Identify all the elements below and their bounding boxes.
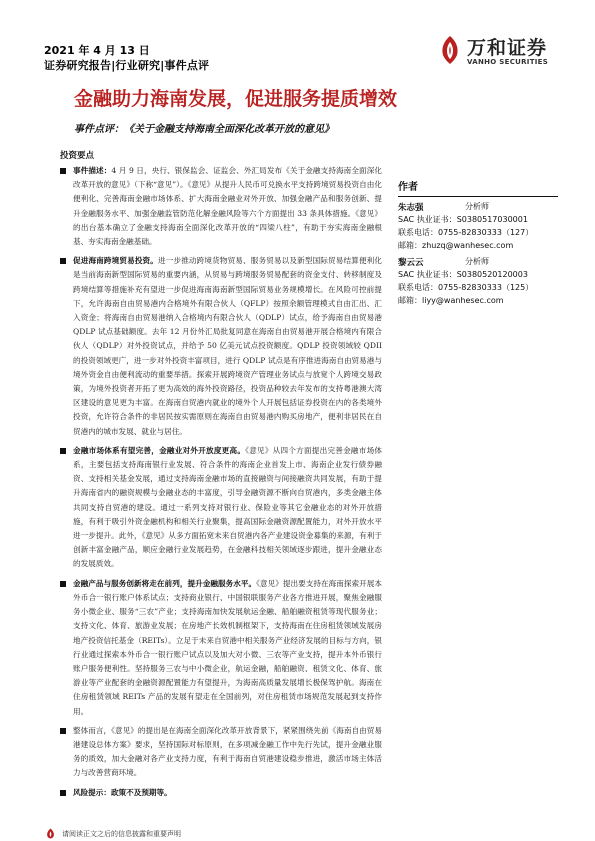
paragraph-product-innovation: [60, 577, 382, 719]
author-role: 分析师: [465, 202, 489, 211]
authors-sidebar: [398, 178, 558, 310]
paragraph-event: [60, 164, 382, 249]
author-name: 朱志强: [398, 202, 424, 213]
author-name: 黎云云: [398, 257, 424, 268]
logo-name-en: VANHO SECURITIES: [467, 58, 549, 66]
paragraph-lead: 风险提示：: [73, 787, 111, 797]
paragraph-text: 《意见》提出要支持在海南探索开展本外币合一银行账户体系试点；支持商业银行、中国银联服务产业各方推进开展，聚焦金融服务小微企业、服务“三农”产业；支持海南加快发展航运金融、船舶融资租赁等现代服务业；支持文化、体育、旅游业发展；在房地产长效机制框架下，支持海南在住房租赁领域发展房地产投资信托基金（REITs）。立足于未来自贸港中相关服务产业经济发展的目标与方向，银行业通过探索本外币合一银行账户试点以及加大对小微、三农等产业支持，提升本外币银行账户服务便利性。坚持服务三农与中小微企业，航运金融，船舶融资、租赁文化、体育、旅游业等产业配套的金融资源配置能力有望提升，为海南高质量发展增长极保驾护航。海南在住房租赁领域 REITs 产品的发展有望走在全国前列，对住房租赁市场规范发展起到支持作用。: [73, 578, 382, 716]
page-subtitle: 事件点评：《关于金融支持海南全面深化改革开放的意见》: [74, 124, 334, 135]
paragraph-lead: 金融市场体系有望完善，金融业对外开放度更高。: [73, 445, 246, 455]
paragraph-text: 4 月 9 日，央行、银保监会、证监会、外汇局发布《关于金融支持海南全面深化改革开放的意见》（下称“意见”）。《意见》从提升人民币可兑换水平支持跨境贸易投资自由化便利化、完善海南金融市场体系、扩大海南金融业对外开放、加强金融产品和服务创新、提升金融服务水平、加强金融监管防范化解金融风险等六个方面提出 33 条具体措施。《意见》的出台基本确立了金融支持海南全面深化改革开放的“四梁八柱”，有助于夯实海南金融根基、夯实海南金融基础。: [73, 166, 383, 247]
phone-number: 0755-82830333（127）: [438, 228, 534, 237]
phone-number: 0755-82830333（125）: [438, 283, 534, 292]
phone-label: 联系电话：: [398, 228, 438, 237]
phone-label: 联系电话：: [398, 283, 438, 292]
bullet-icon: [60, 168, 66, 174]
paragraph-risk: [60, 786, 382, 800]
bullet-icon: [60, 581, 66, 587]
paragraph-lead: 促进海南跨境贸易投资。: [73, 256, 159, 266]
logo-mark-icon: [437, 35, 463, 65]
sac-number: S0380517030001: [456, 215, 528, 224]
report-type-breadcrumb: 证券研究报告|行业研究|事件点评: [44, 59, 210, 72]
email-link[interactable]: zhuzq@wanhesec.com: [422, 241, 514, 250]
paragraph-trade-investment: [60, 254, 382, 439]
email-label: 邮箱：: [398, 241, 422, 250]
email-link[interactable]: liyy@wanhesec.com: [422, 296, 504, 305]
authors-heading: 作者: [398, 178, 558, 197]
author-card: [398, 255, 558, 307]
paragraph-financial-market: [60, 444, 382, 572]
sac-label: SAC 执业证书：: [398, 215, 457, 224]
bullet-icon: [60, 790, 66, 796]
paragraph-lead: 金融产品与服务创新将走在前列，提升金融服务水平。: [73, 578, 257, 588]
bullet-icon: [60, 258, 66, 264]
bullet-icon: [60, 448, 66, 454]
bullet-icon: [60, 728, 66, 734]
footer-disclaimer: 请阅读正文之后的信息披露和重要声明: [62, 830, 181, 838]
email-label: 邮箱：: [398, 296, 422, 305]
paragraph-text: 整体而言，《意见》的提出是在海南全面深化改革开放背景下，紧紧围绕先前《海南自由贸易港建设总体方案》要求，坚持国际对标原则，在多项减金融工作中先行先试，提升金融业服务的质效，加大金融对各产业支持力度，有利于海南自贸港建设稳步推进，激活市场主体活力与改善营商环境。: [73, 725, 382, 778]
company-logo: [437, 33, 557, 73]
paragraph-text: 进一步推动跨境货物贸易、服务贸易以及新型国际贸易结算便利化是当前海南新型国际贸易的重要内涵，从贸易与跨境服务贸易配套的资金支付、转移制度及跨境结算等措施补充有望进一步促进海南海南新型国际贸易业务规模增长。在风险可控前提下，允许海南自由贸易港内合格境外有限合伙人（QFLP）按照余额管理模式自由汇出、汇入资金；将海南自由贸易港纳入合格境内有限合伙人（QDLP）试点，给予海南自由贸易港 QDLP 试点基础额度。去年 12 月份外汇局批复同意在海南自由贸易港开展合格境内有限合伙人（QDLP）对外投资试点，并给予 50 亿美元试点投资额度。QDLP 投资领域较 QDII 的投资领域更广，进一步对外投资丰富项目，进行 QDLP 试点是有序推进海南自由贸易港与境外资金自由便利流动的重要举措。探索开展跨境资产管理业务试点与放宽个人跨境交易政策，为境外投资者开拓了更为高效的海外投资路径，投资品种较去年发布的支持粤港澳大湾区建设的意见更为丰富。在海南自贸港内就业的境外个人开展包括证券投资在内的各类境外投资，允许符合条件的非居民按实需原则在海南自由贸易港内购买房地产，便利非居民在自贸港内的城市发展、就业与居住。: [73, 256, 383, 436]
logo-name-cn: 万和证券: [467, 37, 548, 59]
paragraph-lead: 事件描述：: [73, 166, 112, 175]
paragraph-text: 《意见》从四个方面提出完善金融市场体系，主要包括支持海南银行业发展、符合条件的海南企业首发上市、海南企业发行债券融资、支持相关基金发展，通过支持海南金融市场的直接融资与间接融资共同发展，有助于提升海南省内的融资规模与金融业态的丰富度，引导金融资源不断向自贸港内，多类金融主体共同支持自贸港的建设。通过一系列支持对银行业、保险业等其它金融业态的对外开放措施，有利于吸引外资金融机构和相关行业聚集，提高国际金融资源配置能力，对外开放水平进一步提升。此外，《意见》从多方面拓宽未来自贸港内各产业建设资金募集的来源，有利于创新丰富金融产品，顺应金融行业发展趋势，在金融科技相关领域逐步跟进，提升金融业态的发展质效。: [73, 445, 383, 569]
author-role: 分析师: [465, 257, 489, 266]
author-card: [398, 200, 558, 252]
report-date: 2021 年 4 月 13 日: [44, 44, 150, 57]
sac-label: SAC 执业证书：: [398, 270, 457, 279]
section-heading: 投资要点: [60, 151, 95, 161]
sac-number: S0380520120003: [456, 270, 528, 279]
footer-logo-icon: [44, 828, 57, 839]
page-title: 金融助力海南发展，促进服务提质增效: [74, 88, 398, 110]
paragraph-text: 政策不及预期等。: [110, 787, 172, 797]
paragraph-summary: [60, 724, 382, 781]
main-content: [60, 164, 382, 805]
